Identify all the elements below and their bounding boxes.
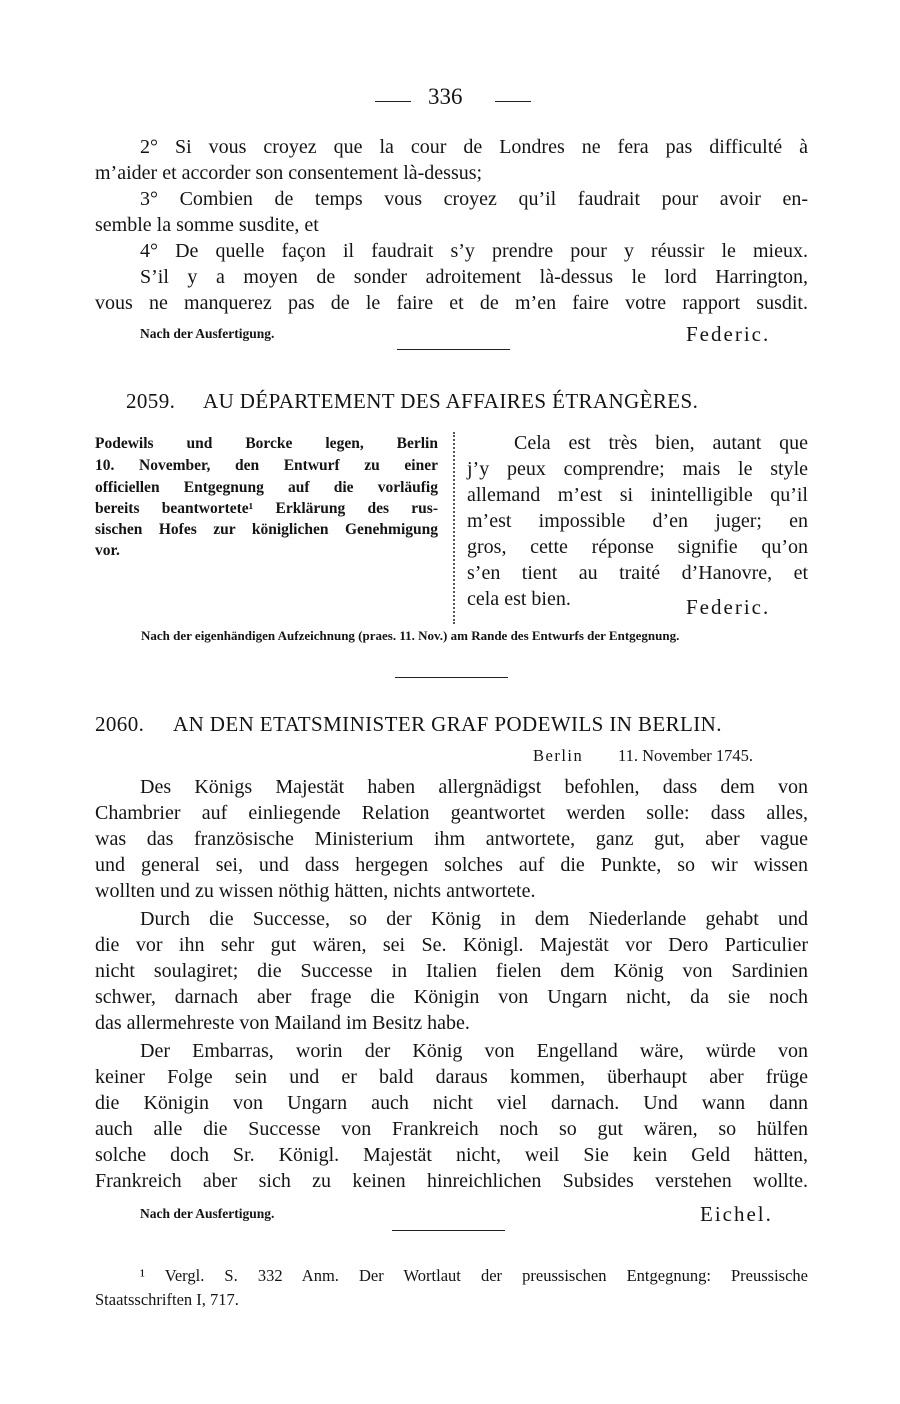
source-note: Nach der Ausfertigung. bbox=[140, 326, 275, 341]
body-line: die Königin von Ungarn auch nicht viel darnach. Und wann dann bbox=[95, 1092, 808, 1114]
body-line: die vor ihn sehr gut wären, sei Se. Königl. Majestät vor Dero Particulier bbox=[95, 934, 808, 956]
section-divider bbox=[397, 349, 510, 350]
body-line: schwer, darnach aber frage die Königin von Ungarn nicht, da sie noch bbox=[95, 986, 808, 1008]
intro-line: 3° Combien de temps vous croyez qu’il faudrait pour avoir en- bbox=[140, 188, 808, 210]
body-line: auch alle die Successe von Frankreich noch so gut wären, so hülfen bbox=[95, 1118, 808, 1140]
body-line: Der Embarras, worin der König von Engelland wäre, würde von bbox=[140, 1040, 808, 1062]
body-line: nicht soulagiret; die Successe in Italien fielen dem König von Sardinien bbox=[95, 960, 808, 982]
summary-line: Podewils und Borcke legen, Berlin bbox=[95, 435, 438, 452]
body-line: Durch die Successe, so der König in dem Niederlande gehabt und bbox=[140, 908, 808, 930]
doc-title: AN DEN ETATSMINISTER GRAF PODEWILS IN BERLIN. bbox=[173, 712, 722, 736]
intro-line: vous ne manquerez pas de le faire et de m’en faire votre rapport susdit. bbox=[95, 292, 808, 314]
dateline-place: Berlin bbox=[533, 746, 584, 765]
body-line: und general sei, und dass hergegen solches auf die Punkte, so wir wissen bbox=[95, 854, 808, 876]
response-line: s’en tient au traité d’Hanovre, et bbox=[467, 562, 808, 584]
doc-number: 2059. bbox=[126, 389, 176, 413]
signature: Federic. bbox=[686, 595, 771, 619]
header-dash-right bbox=[495, 101, 531, 102]
response-line: gros, cette réponse signifie qu’on bbox=[467, 536, 808, 558]
response-line: m’est impossible d’en juger; en bbox=[467, 510, 808, 532]
body-line: das allermehreste von Mailand im Besitz habe. bbox=[95, 1012, 470, 1034]
signature: Federic. bbox=[686, 322, 771, 346]
intro-line: 4° De quelle façon il faudrait s’y prendre pour y réussir le mieux. bbox=[140, 240, 808, 262]
body-line: keiner Folge sein und er bald daraus kommen, überhaupt aber früge bbox=[95, 1066, 808, 1088]
body-line: was das französische Ministerium ihm antwortete, ganz gut, aber vague bbox=[95, 828, 808, 850]
summary-line: officiellen Entgegnung auf die vorläufig bbox=[95, 479, 438, 496]
body-line: Chambrier auf einliegende Relation geantwortet werden solle: dass alles, bbox=[95, 802, 808, 824]
summary-line: sischen Hofes zur königlichen Genehmigung bbox=[95, 521, 438, 538]
header-dash-left bbox=[375, 101, 411, 102]
intro-line: m’aider et accorder son consentement là-dessus; bbox=[95, 162, 483, 184]
body-line: wollten und zu wissen nöthig hätten, nichts antwortete. bbox=[95, 880, 536, 902]
response-line: j’y peux comprendre; mais le style bbox=[467, 458, 808, 480]
section-divider bbox=[395, 677, 508, 678]
body-line: Des Königs Majestät haben allergnädigst befohlen, dass dem von bbox=[140, 776, 808, 798]
summary-line: 10. November, den Entwurf zu einer bbox=[95, 457, 438, 474]
body-line: Frankreich aber sich zu keinen hinreichlichen Subsides verstehen wollte. bbox=[95, 1170, 808, 1192]
summary-line: bereits beantwortete¹ Erklärung des rus- bbox=[95, 500, 438, 517]
body-line: solche doch Sr. Königl. Majestät nicht, weil Sie kein Geld hätten, bbox=[95, 1144, 808, 1166]
intro-line: 2° Si vous croyez que la cour de Londres ne fera pas difficulté à bbox=[140, 136, 808, 158]
intro-line: S’il y a moyen de sonder adroitement là-dessus le lord Harrington, bbox=[140, 266, 808, 288]
response-line: cela est bien. bbox=[467, 588, 571, 610]
doc-number: 2060. bbox=[95, 712, 145, 736]
page-number: 336 bbox=[428, 84, 463, 109]
dateline-date: 11. November 1745. bbox=[618, 746, 754, 765]
signature: Eichel. bbox=[700, 1202, 773, 1226]
footnote-line: Staatsschriften I, 717. bbox=[95, 1290, 239, 1309]
intro-line: semble la somme susdite, et bbox=[95, 214, 319, 236]
source-note: Nach der eigenhändigen Aufzeichnung (praes. 11. Nov.) am Rande des Entwurfs der Entgegnung. bbox=[141, 628, 680, 643]
section-divider bbox=[392, 1230, 505, 1231]
response-line: Cela est très bien, autant que bbox=[514, 432, 808, 454]
source-note: Nach der Ausfertigung. bbox=[140, 1206, 275, 1221]
footnote-line: ¹ Vergl. S. 332 Anm. Der Wortlaut der preussischen Entgegnung: Preussische bbox=[140, 1266, 808, 1285]
response-line: allemand m’est si inintelligible qu’il bbox=[467, 484, 808, 506]
summary-line: vor. bbox=[95, 542, 120, 559]
column-separator bbox=[453, 432, 455, 624]
doc-title: AU DÉPARTEMENT DES AFFAIRES ÉTRANGÈRES. bbox=[203, 389, 699, 413]
